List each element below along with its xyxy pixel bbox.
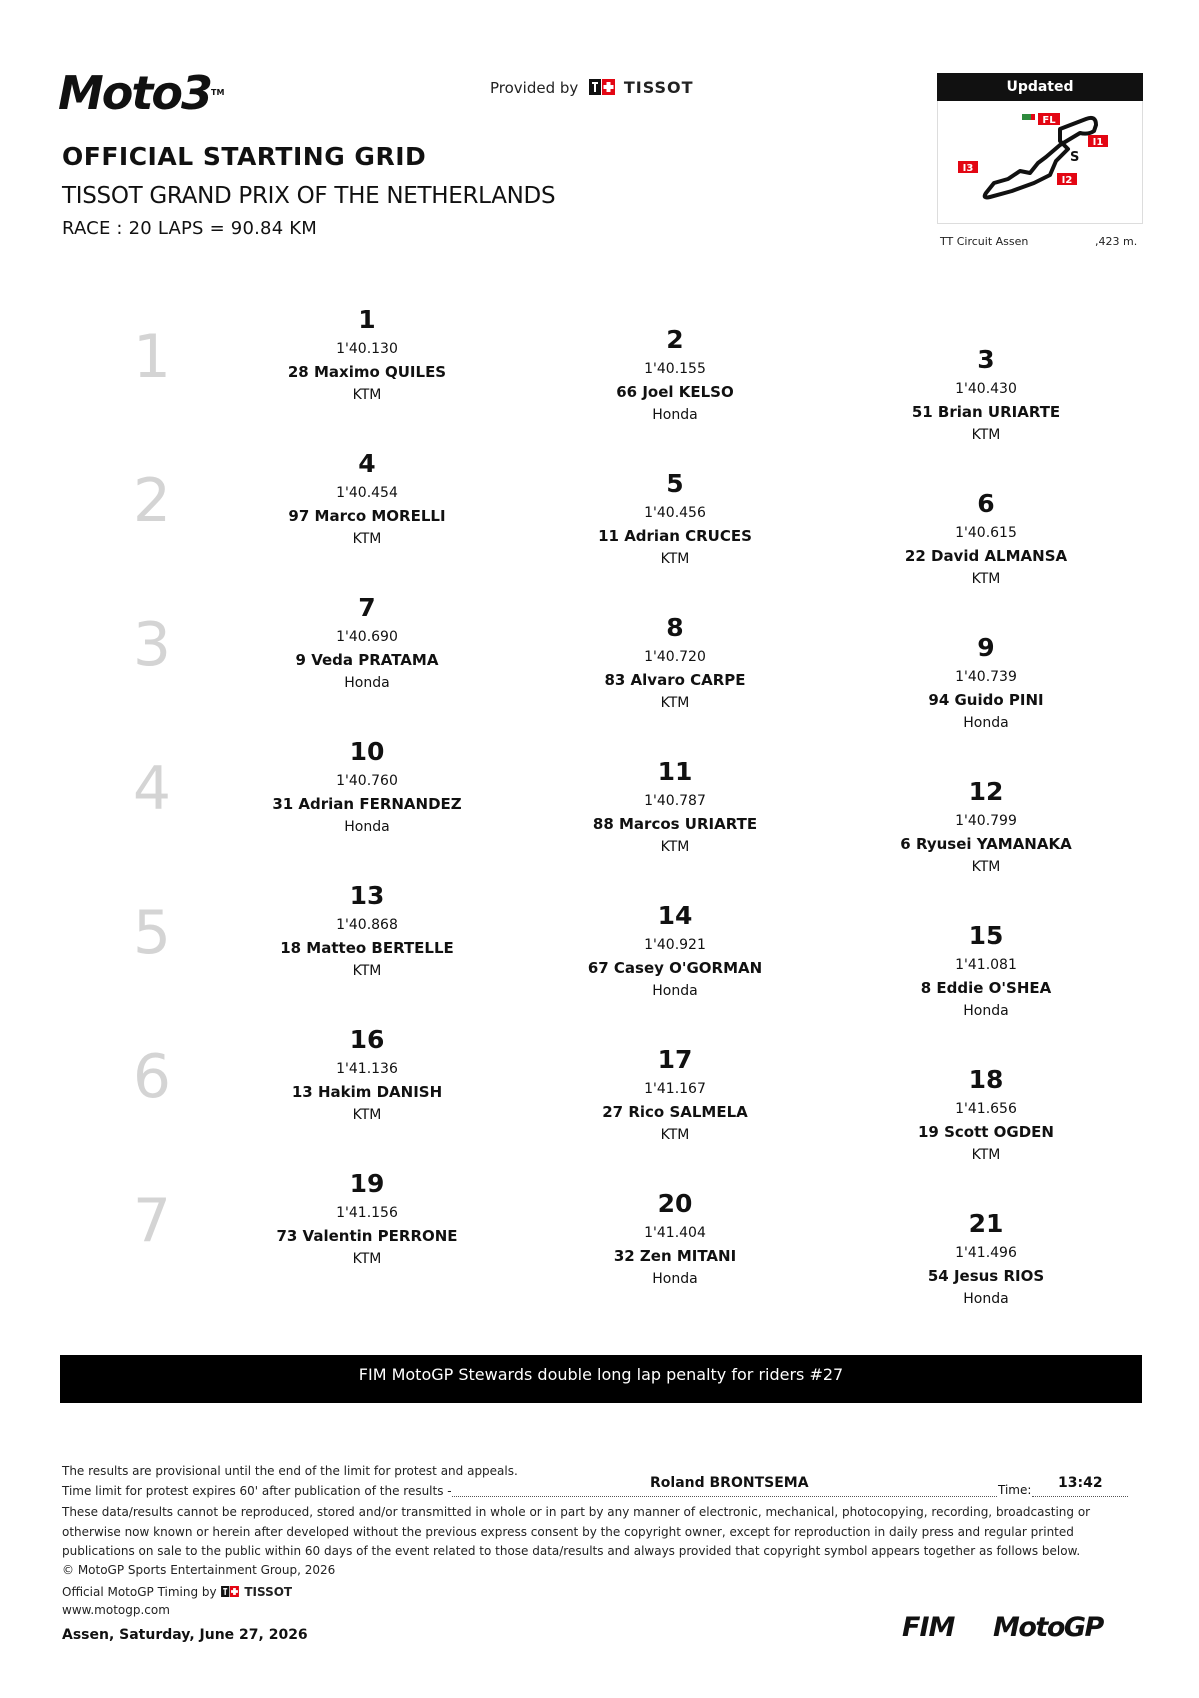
rider-entry: [252, 1026, 482, 1124]
rider-team: KTM: [971, 571, 1001, 587]
rider-position: 6: [977, 489, 995, 518]
rider-name: 97 Marco MORELLI: [288, 507, 446, 525]
rider-name: 6 Ryusei YAMANAKA: [900, 835, 1072, 853]
rider-position: 21: [968, 1209, 1004, 1238]
moto3-logo-tm: TM: [210, 88, 225, 97]
steward-name: Roland BRONTSEMA: [650, 1475, 809, 1491]
rider-name: 19 Scott OGDEN: [918, 1123, 1054, 1141]
rider-position: 1: [358, 305, 376, 334]
protest-limit-note: Time limit for protest expires 60' after publication of the results -: [62, 1484, 452, 1498]
rider-team: Honda: [344, 819, 390, 835]
rider-position: 20: [657, 1189, 693, 1218]
rider-lap-time: 1'40.456: [644, 505, 706, 521]
rider-lap-time: 1'40.615: [955, 525, 1017, 541]
rider-lap-time: 1'40.799: [955, 813, 1017, 829]
rider-position: 7: [358, 593, 376, 622]
rider-position: 11: [657, 757, 693, 786]
rider-entry: [871, 490, 1101, 588]
rider-entry: [252, 738, 482, 836]
rider-position: 17: [657, 1045, 693, 1074]
tissot-t-cross-icon: [589, 79, 615, 95]
rider-position: 5: [666, 469, 684, 498]
rider-entry: [871, 346, 1101, 444]
rider-entry: [560, 758, 790, 856]
grid-row-number: 2: [132, 466, 172, 536]
rider-name: 66 Joel KELSO: [616, 383, 734, 401]
official-timing-label: Official MotoGP Timing by: [62, 1585, 217, 1599]
moto3-logo: [58, 66, 225, 120]
rider-team: Honda: [963, 1003, 1009, 1019]
moto3-logo-text: Moto3: [58, 66, 211, 120]
time-line: [1032, 1496, 1128, 1497]
rider-entry: [560, 1046, 790, 1144]
rider-entry: [871, 1066, 1101, 1164]
rider-entry: [560, 902, 790, 1000]
rider-entry: [252, 882, 482, 980]
rider-entry: [560, 470, 790, 568]
rider-team: KTM: [660, 551, 690, 567]
marker-fl: FL: [1042, 115, 1056, 126]
rider-lap-time: 1'41.404: [644, 1225, 706, 1241]
rider-team: KTM: [660, 695, 690, 711]
rider-name: 73 Valentin PERRONE: [276, 1227, 458, 1245]
tissot-t-cross-icon: [220, 1586, 240, 1597]
grid-row-number: 1: [132, 322, 172, 392]
rider-lap-time: 1'41.656: [955, 1101, 1017, 1117]
rider-lap-time: 1'40.130: [336, 341, 398, 357]
rider-entry: [871, 778, 1101, 876]
rider-position: 12: [968, 777, 1004, 806]
rider-team: KTM: [352, 531, 382, 547]
stewards-notice-banner: FIM MotoGP Stewards double long lap penalty for riders #27: [60, 1355, 1142, 1403]
rider-lap-time: 1'40.868: [336, 917, 398, 933]
rider-name: 88 Marcos URIARTE: [592, 815, 758, 833]
rider-entry: [560, 614, 790, 712]
rider-entry: [871, 634, 1101, 732]
circuit-map-icon: [938, 101, 1142, 223]
rider-entry: [252, 450, 482, 548]
rider-entry: [560, 1190, 790, 1288]
circuit-map-frame: [937, 101, 1143, 224]
rider-position: 16: [349, 1025, 385, 1054]
rider-team: KTM: [971, 859, 1001, 875]
circuit-length: ,423 m.: [1095, 235, 1138, 248]
rider-team: KTM: [352, 1251, 382, 1267]
rider-entry: [252, 594, 482, 692]
rider-team: Honda: [344, 675, 390, 691]
rider-team: KTM: [660, 839, 690, 855]
tissot-wordmark: TISSOT: [623, 78, 694, 97]
rider-position: 19: [349, 1169, 385, 1198]
motogp-logo: MotoGP: [993, 1612, 1103, 1643]
event-title: TISSOT GRAND PRIX OF THE NETHERLANDS: [62, 183, 556, 209]
rider-entry: [871, 1210, 1101, 1308]
rider-team: Honda: [652, 983, 698, 999]
rider-name: 31 Adrian FERNANDEZ: [272, 795, 462, 813]
time-value: 13:42: [1058, 1475, 1103, 1491]
rider-team: KTM: [971, 427, 1001, 443]
marker-s: S: [1070, 150, 1080, 165]
rider-lap-time: 1'40.155: [644, 361, 706, 377]
marker-i2: I2: [1061, 175, 1073, 186]
rider-team: KTM: [352, 387, 382, 403]
rider-position: 9: [977, 633, 995, 662]
rider-name: 51 Brian URIARTE: [911, 403, 1061, 421]
rider-entry: [871, 922, 1101, 1020]
rider-entry: [560, 326, 790, 424]
rider-lap-time: 1'40.760: [336, 773, 398, 789]
rider-lap-time: 1'40.720: [644, 649, 706, 665]
provisional-note: The results are provisional until the end of the limit for protest and appeals.: [62, 1464, 518, 1478]
rider-name: 28 Maximo QUILES: [287, 363, 447, 381]
rider-lap-time: 1'41.136: [336, 1061, 398, 1077]
rider-lap-time: 1'40.787: [644, 793, 706, 809]
rider-name: 54 Jesus RIOS: [927, 1267, 1045, 1285]
rider-lap-time: 1'41.081: [955, 957, 1017, 973]
rider-lap-time: 1'40.430: [955, 381, 1017, 397]
race-info: RACE : 20 LAPS = 90.84 KM: [62, 218, 317, 239]
rider-name: 27 Rico SALMELA: [602, 1103, 748, 1121]
website-link[interactable]: www.motogp.com: [62, 1603, 170, 1617]
rider-name: 18 Matteo BERTELLE: [280, 939, 454, 957]
rider-name: 9 Veda PRATAMA: [295, 651, 439, 669]
rider-position: 4: [358, 449, 376, 478]
copyright-disclaimer: These data/results cannot be reproduced, stored and/or transmitted in whole or in part by any manner of electronic, mechanical, photocopying, recording, broadcasting or otherwise now known or herein after developed without the previous express consent by the copyright owner, except for reproduction in daily press and regular printed publications on sale to the public within 60 days of the event related to those data/results and always provided that copyright symbol appears together as follows below.: [62, 1505, 1091, 1558]
grid-row-number: 5: [132, 898, 172, 968]
rider-position: 8: [666, 613, 684, 642]
rider-name: 94 Guido PINI: [928, 691, 1044, 709]
provided-by: [490, 78, 694, 97]
rider-lap-time: 1'41.156: [336, 1205, 398, 1221]
time-label: Time:: [998, 1483, 1032, 1497]
marker-i1: I1: [1092, 137, 1104, 148]
rider-name: 13 Hakim DANISH: [291, 1083, 443, 1101]
rider-entry: [252, 1170, 482, 1268]
rider-team: Honda: [652, 1271, 698, 1287]
rider-name: 83 Alvaro CARPE: [604, 671, 746, 689]
rider-lap-time: 1'40.454: [336, 485, 398, 501]
rider-lap-time: 1'40.690: [336, 629, 398, 645]
grid-row-number: 4: [132, 754, 172, 824]
flag-icon: [1022, 114, 1031, 120]
rider-name: 11 Adrian CRUCES: [598, 527, 752, 545]
rider-position: 2: [666, 325, 684, 354]
marker-i3: I3: [962, 163, 974, 174]
rider-team: KTM: [660, 1127, 690, 1143]
provided-by-label: Provided by: [490, 79, 579, 97]
signature-line: [452, 1496, 997, 1497]
official-timing: [62, 1585, 292, 1599]
grid-row-number: 7: [132, 1186, 172, 1256]
circuit-name: TT Circuit Assen: [940, 235, 1029, 248]
rider-position: 10: [349, 737, 385, 766]
rider-lap-time: 1'41.167: [644, 1081, 706, 1097]
rider-entry: [252, 306, 482, 404]
rider-team: KTM: [352, 963, 382, 979]
rider-team: KTM: [971, 1147, 1001, 1163]
grid-row-number: 3: [132, 610, 172, 680]
fim-logo: FIM: [902, 1612, 955, 1643]
updated-badge: Updated: [937, 73, 1143, 101]
rider-lap-time: 1'40.921: [644, 937, 706, 953]
rider-team: Honda: [963, 1291, 1009, 1307]
rider-position: 18: [968, 1065, 1004, 1094]
rider-name: 67 Casey O'GORMAN: [587, 959, 763, 977]
rider-team: KTM: [352, 1107, 382, 1123]
rider-position: 14: [657, 901, 693, 930]
rider-name: 32 Zen MITANI: [613, 1247, 737, 1265]
tissot-wordmark: TISSOT: [244, 1585, 293, 1599]
grid-row-number: 6: [132, 1042, 172, 1112]
page-title: OFFICIAL STARTING GRID: [62, 142, 427, 171]
event-date: Assen, Saturday, June 27, 2026: [62, 1627, 308, 1643]
rider-team: Honda: [652, 407, 698, 423]
copyright-line: © MotoGP Sports Entertainment Group, 2026: [62, 1563, 336, 1577]
rider-lap-time: 1'41.496: [955, 1245, 1017, 1261]
rider-position: 13: [349, 881, 385, 910]
rider-position: 15: [968, 921, 1004, 950]
rider-position: 3: [977, 345, 995, 374]
rider-team: Honda: [963, 715, 1009, 731]
rider-name: 22 David ALMANSA: [904, 547, 1068, 565]
rider-name: 8 Eddie O'SHEA: [920, 979, 1052, 997]
rider-lap-time: 1'40.739: [955, 669, 1017, 685]
